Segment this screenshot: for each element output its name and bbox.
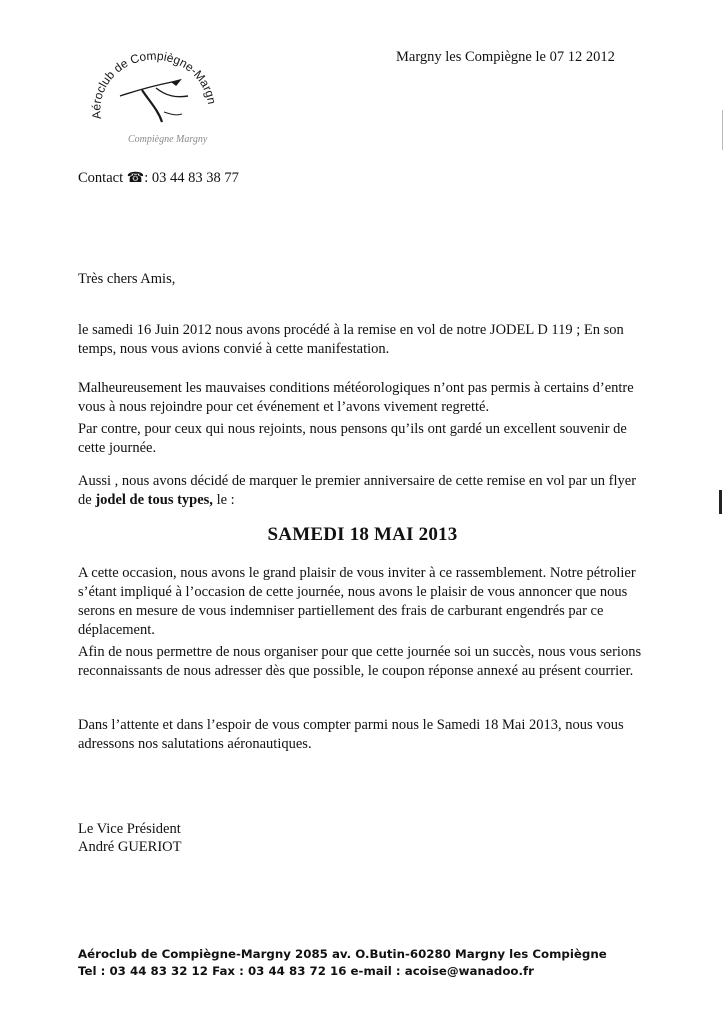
- signature-title: Le Vice Président: [78, 821, 181, 837]
- logo-script-text: Compiègne Margny: [128, 134, 208, 145]
- letter-footer: [78, 946, 607, 980]
- contact-phone: : 03 44 83 38 77: [144, 170, 239, 186]
- letter-paragraph-5: A cette occasion, nous avons le grand plaisir de vous inviter à ce rassemblement. Notre pétrolier s’étant impliqué à l’occasion de cette journée, nous avons le plaisir de vous annoncer que nous serons en mesure de vous indemniser partiellement des frais de carburant engendrés par ce déplacement.: [78, 565, 636, 638]
- scan-edge-mark: [719, 490, 722, 514]
- signature-name: André GUERIOT: [78, 839, 182, 855]
- contact-label: Contact: [78, 170, 124, 186]
- letter-date: Margny les Compiègne le 07 12 2012: [396, 49, 615, 65]
- aeroclub-logo-graphic: [80, 42, 230, 147]
- letter-paragraph-2: Malheureusement les mauvaises conditions météorologiques n’ont pas permis à certains d’entre vous à nous rejoindre pour cet événement et l’avons vivement regretté.: [78, 380, 634, 415]
- aeroclub-logo: [80, 42, 230, 147]
- letter-paragraph-1: le samedi 16 Juin 2012 nous avons procédé à la remise en vol de notre JODEL D 119 ; En son temps, nous vous avions convié à cette manifestation.: [78, 322, 624, 357]
- paragraph-4-text-start: Aussi , nous avons décidé de marquer le premier anniversaire de cette remise en vol par un flyer de: [78, 473, 637, 508]
- bird-icon: [120, 80, 188, 122]
- logo-arc-text: Aéroclub de Compiègne-Margn: [89, 48, 220, 120]
- letter-paragraph-3: Par contre, pour ceux qui nous rejoints, nous pensons qu’ils ont gardé un excellent souvenir de cette journée.: [78, 421, 627, 456]
- paragraph-4-emphasis: jodel de tous types,: [95, 492, 213, 508]
- signature-block: [78, 820, 182, 856]
- letter-paragraph-6: Afin de nous permettre de nous organiser pour que cette journée soi un succès, nous vous serions reconnaissants de nous adresser dès que possible, le coupon réponse annexé au présent courrier.: [78, 644, 642, 679]
- footer-contact-numbers: Tel : 03 44 83 32 12 Fax : 03 44 83 72 16 e-mail : acoise@wanadoo.fr: [78, 964, 534, 978]
- scan-edge-mark: [722, 110, 723, 150]
- footer-address: Aéroclub de Compiègne-Margny 2085 av. O.Butin-60280 Margny les Compiègne: [78, 947, 607, 961]
- contact-line: [78, 170, 239, 187]
- letter-greeting: Très chers Amis,: [78, 271, 176, 287]
- letter-paragraph-4: [78, 472, 653, 510]
- event-date-heading: SAMEDI 18 MAI 2013: [267, 524, 458, 545]
- paragraph-4-text-end: le :: [212, 492, 235, 508]
- telephone-icon: ☎: [126, 171, 145, 186]
- letter-paragraph-7: Dans l’attente et dans l’espoir de vous compter parmi nous le Samedi 18 Mai 2013, nous vous adressons nos salutations aéronautiques.: [78, 717, 624, 752]
